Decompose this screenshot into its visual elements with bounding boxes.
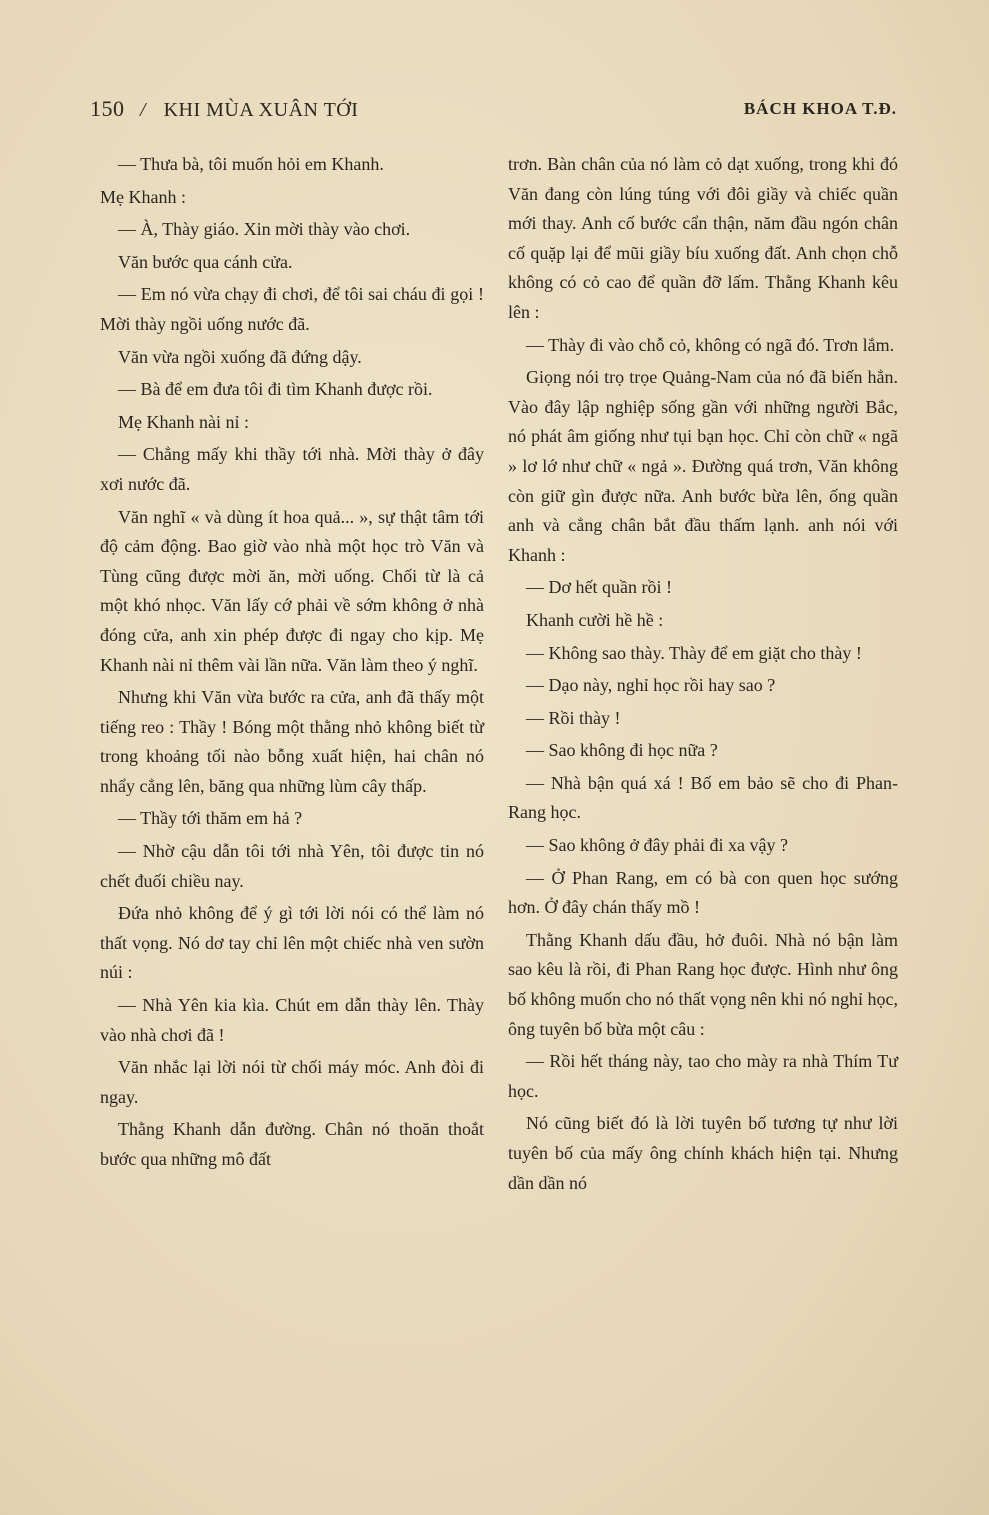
- page-header: [90, 92, 897, 126]
- paragraph: Văn vừa ngồi xuống đã đứng dậy.: [118, 346, 362, 367]
- paragraph: — À, Thày giáo. Xin mời thày vào chơi.: [118, 219, 411, 240]
- paragraph: Văn bước qua cánh cửa.: [118, 251, 293, 272]
- paragraph: — Dơ hết quần rồi !: [526, 577, 672, 598]
- paragraph: — Nhà bận quá xá ! Bố em bảo sẽ cho đi Phan-Rang học.: [508, 772, 898, 823]
- paragraph: — Sao không đi học nữa ?: [526, 740, 718, 761]
- header-separator: /: [140, 99, 147, 121]
- section-title: KHI MÙA XUÂN TỚI: [163, 99, 359, 121]
- paragraph: — Ở Phan Rang, em có bà con quen học sướng hơn. Ở đây chán thấy mồ !: [508, 867, 898, 918]
- paragraph: — Không sao thày. Thày để em giặt cho thày !: [526, 642, 862, 663]
- paragraph: Mẹ Khanh :: [100, 186, 186, 207]
- page-number: 150: [90, 96, 125, 121]
- paragraph: Khanh cười hề hề :: [526, 609, 664, 630]
- paragraph: trơn. Bàn chân của nó làm cỏ dạt xuống, trong khi đó Văn đang còn lúng túng với đôi giầy và chiếc quần mới thay. Anh cố bước cẩn thận, năm đầu ngón chân cố quặp lại để mũi giầy bíu xuống đất. Anh chọn chỗ không có cỏ cao để quần đỡ lấm. Thằng Khanh kêu lên :: [508, 154, 898, 322]
- paragraph: — Rồi thày !: [526, 707, 621, 728]
- paragraph: — Rồi hết tháng này, tao cho mày ra nhà Thím Tư học.: [508, 1051, 898, 1101]
- left-column: [100, 150, 484, 1178]
- paragraph: — Thưa bà, tôi muốn hỏi em Khanh.: [118, 154, 384, 174]
- paragraph: Đứa nhỏ không để ý gì tới lời nói có thể làm nó thất vọng. Nó dơ tay chỉ lên một chiếc nhà ven sườn núi :: [100, 903, 484, 983]
- paragraph: — Bà để em đưa tôi đi tìm Khanh được rồi.: [118, 379, 433, 400]
- paragraph: — Nhà Yên kia kìa. Chút em dẫn thày lên. Thày vào nhà chơi đã !: [100, 995, 484, 1045]
- paragraph: Giọng nói trọ trọe Quảng-Nam của nó đã biến hẳn. Vào đây lập nghiệp sống gần với những người Bắc, nó phát âm giống như tụi bạn học. Chỉ còn chữ « ngã » lơ lớ như chữ « ngả ». Đường quá trơn, Văn không còn giữ gìn được nữa. Anh bước bừa lên, ống quần anh và cẳng chân bắt đầu thấm lạnh. anh nói với Khanh :: [508, 367, 898, 565]
- paragraph: — Nhờ cậu dẫn tôi tới nhà Yên, tôi được tin nó chết đuối chiều nay.: [100, 841, 484, 891]
- paragraph: Văn nhắc lại lời nói từ chối máy móc. Anh đòi đi ngay.: [100, 1057, 484, 1107]
- paragraph: — Chẳng mấy khi thầy tới nhà. Mời thày ở đây xơi nước đã.: [100, 444, 484, 494]
- paragraph: Nhưng khi Văn vừa bước ra cửa, anh đã thấy một tiếng reo : Thầy ! Bóng một thằng nhỏ không biết từ trong khoảng tối nào bỗng xuất hiện, hai chân nó nhẩy cẳng lên, băng qua những lùm cây thấp.: [100, 687, 484, 796]
- paragraph: Thằng Khanh dẫn đường. Chân nó thoăn thoắt bước qua những mô đất: [100, 1119, 484, 1169]
- right-column: [508, 150, 898, 1201]
- paragraph: — Thày đi vào chỗ cỏ, không có ngã đó. Trơn lắm.: [526, 334, 895, 355]
- paragraph: Thằng Khanh dấu đầu, hở đuôi. Nhà nó bận làm sao kêu là rồi, đi Phan Rang học được. Hình như ông bố không muốn cho nó thất vọng nên khi nó nghỉ học, ông tuyên bố bừa một câu :: [508, 929, 898, 1039]
- paragraph: Nó cũng biết đó là lời tuyên bố tương tự như lời tuyên bố của mấy ông chính khách hiện tại. Nhưng dần dần nó: [508, 1113, 898, 1193]
- paragraph: — Thầy tới thăm em hả ?: [118, 808, 303, 829]
- publication-name: BÁCH KHOA T.Đ.: [743, 99, 897, 118]
- paragraph: Mẹ Khanh nài nỉ :: [118, 411, 249, 432]
- paragraph: Văn nghĩ « và dùng ít hoa quả... », sự thật tâm tới độ cảm động. Bao giờ vào nhà một học trò Văn và Tùng cũng được mời ăn, mời uống. Chối từ là cả một khó nhọc. Văn lấy cớ phải về sớm không ở nhà đóng cửa, anh xin phép được đi ngay cho kịp. Mẹ Khanh nài nỉ thêm vài lần nữa. Văn làm theo ý nghĩ.: [100, 506, 484, 675]
- paragraph: — Dạo này, nghỉ học rồi hay sao ?: [526, 675, 776, 696]
- running-title: [90, 96, 358, 122]
- paragraph: — Em nó vừa chạy đi chơi, để tôi sai cháu đi gọi ! Mời thày ngồi uống nước đã.: [100, 284, 484, 334]
- paragraph: — Sao không ở đây phải đi xa vậy ?: [526, 835, 788, 856]
